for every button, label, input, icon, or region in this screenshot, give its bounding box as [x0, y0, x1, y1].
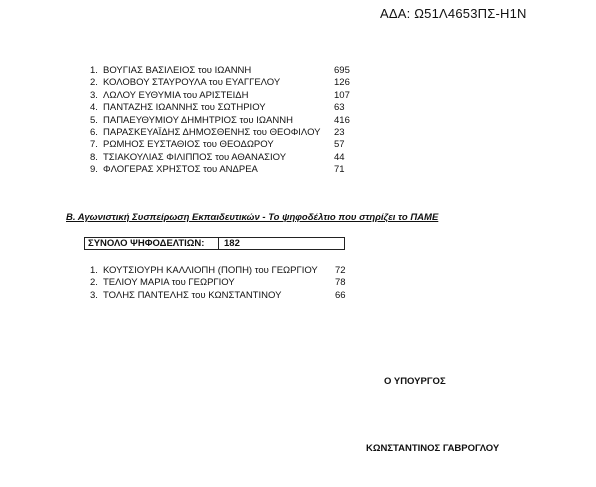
- candidate-votes: 416: [334, 114, 350, 126]
- item-number: 3.: [90, 89, 98, 101]
- list-item: [90, 126, 345, 139]
- candidate-name: ΦΛΟΓΕΡΑΣ ΧΡΗΣΤΟΣ του ΑΝΔΡΕΑ: [103, 164, 258, 176]
- candidate-votes: 63: [334, 102, 345, 114]
- list-item: [90, 277, 346, 289]
- candidate-votes: 23: [334, 126, 345, 138]
- candidate-votes: 44: [334, 151, 345, 163]
- candidate-name: ΠΑΝΤΑΖΗΣ ΙΩΑΝΝΗΣ του ΣΩΤΗΡΙΟΥ: [103, 102, 266, 114]
- list-item: [90, 151, 345, 164]
- item-number: 4.: [90, 102, 98, 114]
- candidate-votes: 126: [334, 77, 350, 89]
- candidate-list-b: [90, 265, 346, 302]
- list-item: [90, 89, 350, 102]
- signature-name: ΚΩΝΣΤΑΝΤΙΝΟΣ ΓΑΒΡΟΓΛΟΥ: [366, 443, 500, 454]
- ada-code: ΑΔΑ: Ω51Λ4653ΠΣ-Η1Ν: [380, 6, 527, 21]
- item-number: 6.: [90, 126, 98, 138]
- candidate-votes: 72: [335, 265, 346, 276]
- candidate-list-a: [90, 65, 350, 177]
- list-item: [90, 77, 350, 89]
- list-item: [90, 164, 345, 176]
- item-number: 1.: [90, 65, 98, 76]
- candidate-name: ΚΟΥΤΣΙΟΥΡΗ ΚΑΛΛΙΟΠΗ (ΠΟΠΗ) του ΓΕΩΡΓΙΟΥ: [103, 265, 318, 276]
- candidate-votes: 107: [334, 89, 350, 101]
- item-number: 2.: [90, 277, 98, 289]
- signature-title: Ο ΥΠΟΥΡΓΟΣ: [384, 376, 446, 387]
- list-item: [90, 289, 346, 302]
- candidate-name: ΠΑΡΑΣΚΕΥΑΪΔΗΣ ΔΗΜΟΣΘΕΝΗΣ του ΘΕΟΦΙΛΟΥ: [103, 126, 321, 138]
- candidate-votes: 695: [334, 65, 350, 76]
- total-label: ΣΥΝΟΛΟ ΨΗΦΟΔΕΛΤΙΩΝ:: [88, 238, 205, 249]
- list-item: [90, 265, 346, 277]
- ballot-total-box: [84, 237, 345, 250]
- list-item: [90, 139, 345, 151]
- candidate-name: ΠΑΠΑΕΥΘΥΜΙΟΥ ΔΗΜΗΤΡΙΟΣ του ΙΩΑΝΝΗ: [103, 114, 293, 126]
- candidate-votes: 57: [334, 139, 345, 151]
- item-number: 9.: [90, 164, 98, 176]
- item-number: 8.: [90, 151, 98, 163]
- candidate-name: ΤΣΙΑΚΟΥΛΙΑΣ ΦΙΛΙΠΠΟΣ του ΑΘΑΝΑΣΙΟΥ: [103, 151, 287, 163]
- candidate-name: ΤΕΛΙΟΥ ΜΑΡΙΑ του ΓΕΩΡΓΙΟΥ: [103, 277, 235, 289]
- candidate-name: ΛΩΛΟΥ ΕΥΘΥΜΙΑ του ΑΡΙΣΤΕΙΔΗ: [103, 89, 249, 101]
- item-number: 2.: [90, 77, 98, 89]
- list-item: [90, 102, 345, 114]
- candidate-votes: 78: [335, 277, 346, 289]
- total-value: 182: [224, 238, 240, 249]
- item-number: 7.: [90, 139, 98, 151]
- item-number: 1.: [90, 265, 98, 276]
- candidate-votes: 71: [334, 164, 345, 176]
- section-b-title: Β. Αγωνιστική Συσπείρωση Εκπαιδευτικών - Το ψηφοδέλτιο που στηρίζει το ΠΑΜΕ: [66, 212, 439, 223]
- item-number: 5.: [90, 114, 98, 126]
- candidate-votes: 66: [335, 289, 346, 301]
- candidate-name: ΡΩΜΗΟΣ ΕΥΣΤΑΘΙΟΣ του ΘΕΟΔΩΡΟΥ: [103, 139, 274, 151]
- candidate-name: ΚΟΛΟΒΟΥ ΣΤΑΥΡΟΥΛΑ του ΕΥΑΓΓΕΛΟΥ: [103, 77, 281, 89]
- item-number: 3.: [90, 289, 98, 301]
- candidate-name: ΒΟΥΓΙΑΣ ΒΑΣΙΛΕΙΟΣ του ΙΩΑΝΝΗ: [103, 65, 252, 76]
- total-divider: [218, 238, 219, 249]
- candidate-name: ΤΟΛΗΣ ΠΑΝΤΕΛΗΣ του ΚΩΝΣΤΑΝΤΙΝΟΥ: [103, 289, 282, 301]
- list-item: [90, 65, 350, 77]
- list-item: [90, 114, 350, 127]
